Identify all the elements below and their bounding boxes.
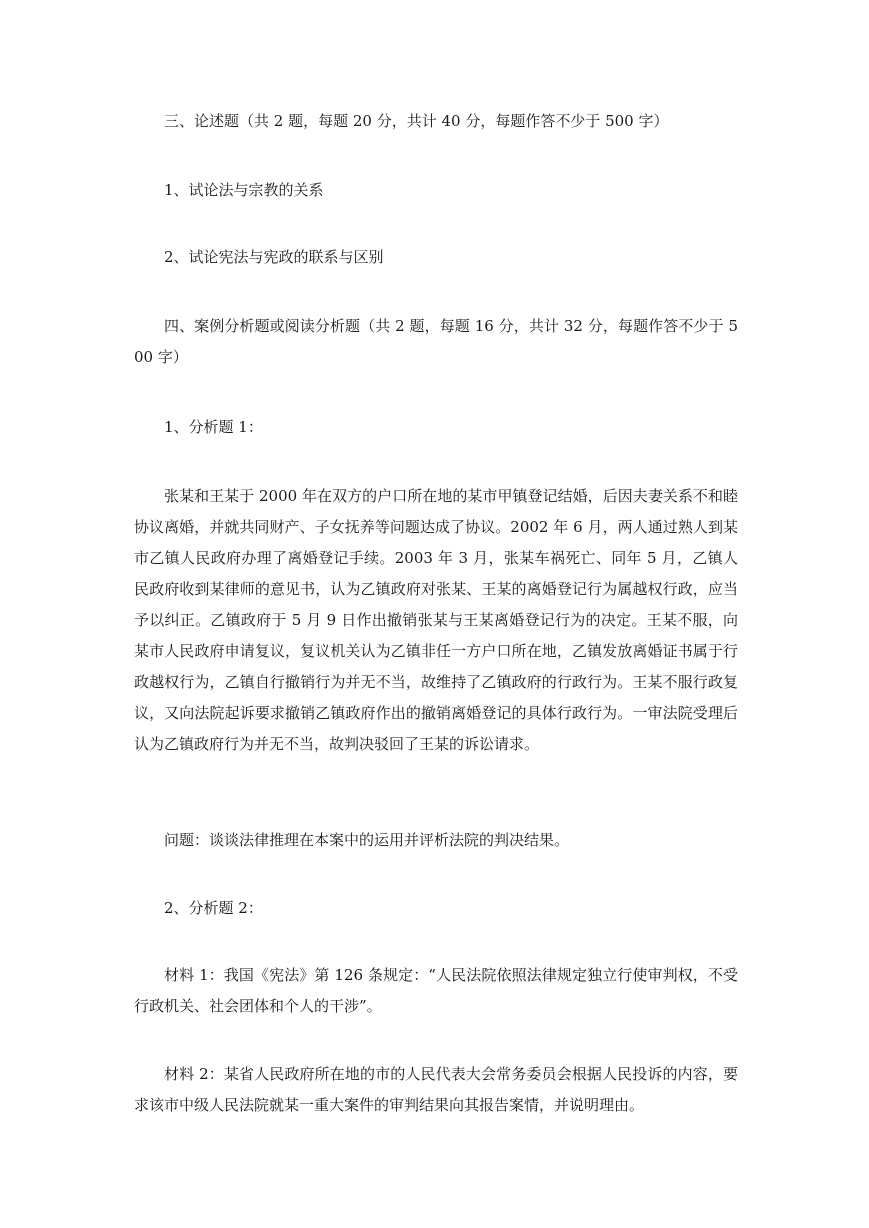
case-question-1-prompt: 问题：谈谈法律推理在本案中的运用并评析法院的判决结果。 — [164, 831, 570, 849]
essay-question-1: 1、试论法与宗教的关系 — [164, 181, 324, 199]
case-question-1-body: 张某和王某于 2000 年在双方的户口所在地的某市甲镇登记结婚，后因夫妻关系不和睦协议离婚，并就共同财产、子女抚养等问题达成了协议。2002 年 6 月，两人通过熟人到某市乙镇人民政府办理了离婚登记手续。2003 年 3 月，张某车祸死亡、同年 5 月，乙镇人民政府收到某律师的意见书，认为乙镇政府对张某、王某的离婚登记行为属越权行政，应当予以纠正。乙镇政府于 5 月 9 日作出撤销张某与王某离婚登记行为的决定。王某不服，向某市人民政府申请复议，复议机关认为乙镇非任一方户口所在地，乙镇发放离婚证书属于行政越权行为，乙镇自行撤销行为并无不当，故维持了乙镇政府的行政行为。王某不服行政复议，又向法院起诉要求撤销乙镇政府作出的撤销离婚登记的具体行政行为。一审法院受理后认为乙镇政府行为并无不当，故判决驳回了王某的诉讼请求。 — [134, 487, 738, 753]
essay-section-heading: 三、论述题（共 2 题，每题 20 分，共计 40 分，每题作答不少于 500 字） — [164, 112, 669, 130]
case-question-2-material-1: 材料 1：我国《宪法》第 126 条规定：“人民法院依照法律规定独立行使审判权，不受行政机关、社会团体和个人的干涉”。 — [134, 966, 738, 1015]
essay-question-2: 2、试论宪法与宪政的联系与区别 — [164, 248, 384, 266]
case-question-2-material-2: 材料 2：某省人民政府所在地的市的人民代表大会常务委员会根据人民投诉的内容，要求该市中级人民法院就某一重大案件的审判结果向其报告案情，并说明理由。 — [134, 1065, 738, 1114]
case-question-2-title: 2、分析题 2： — [164, 899, 263, 917]
case-question-1-title: 1、分析题 1： — [164, 418, 263, 436]
case-section-heading: 四、案例分析题或阅读分析题（共 2 题，每题 16 分，共计 32 分，每题作答不少于 500 字） — [134, 317, 738, 366]
